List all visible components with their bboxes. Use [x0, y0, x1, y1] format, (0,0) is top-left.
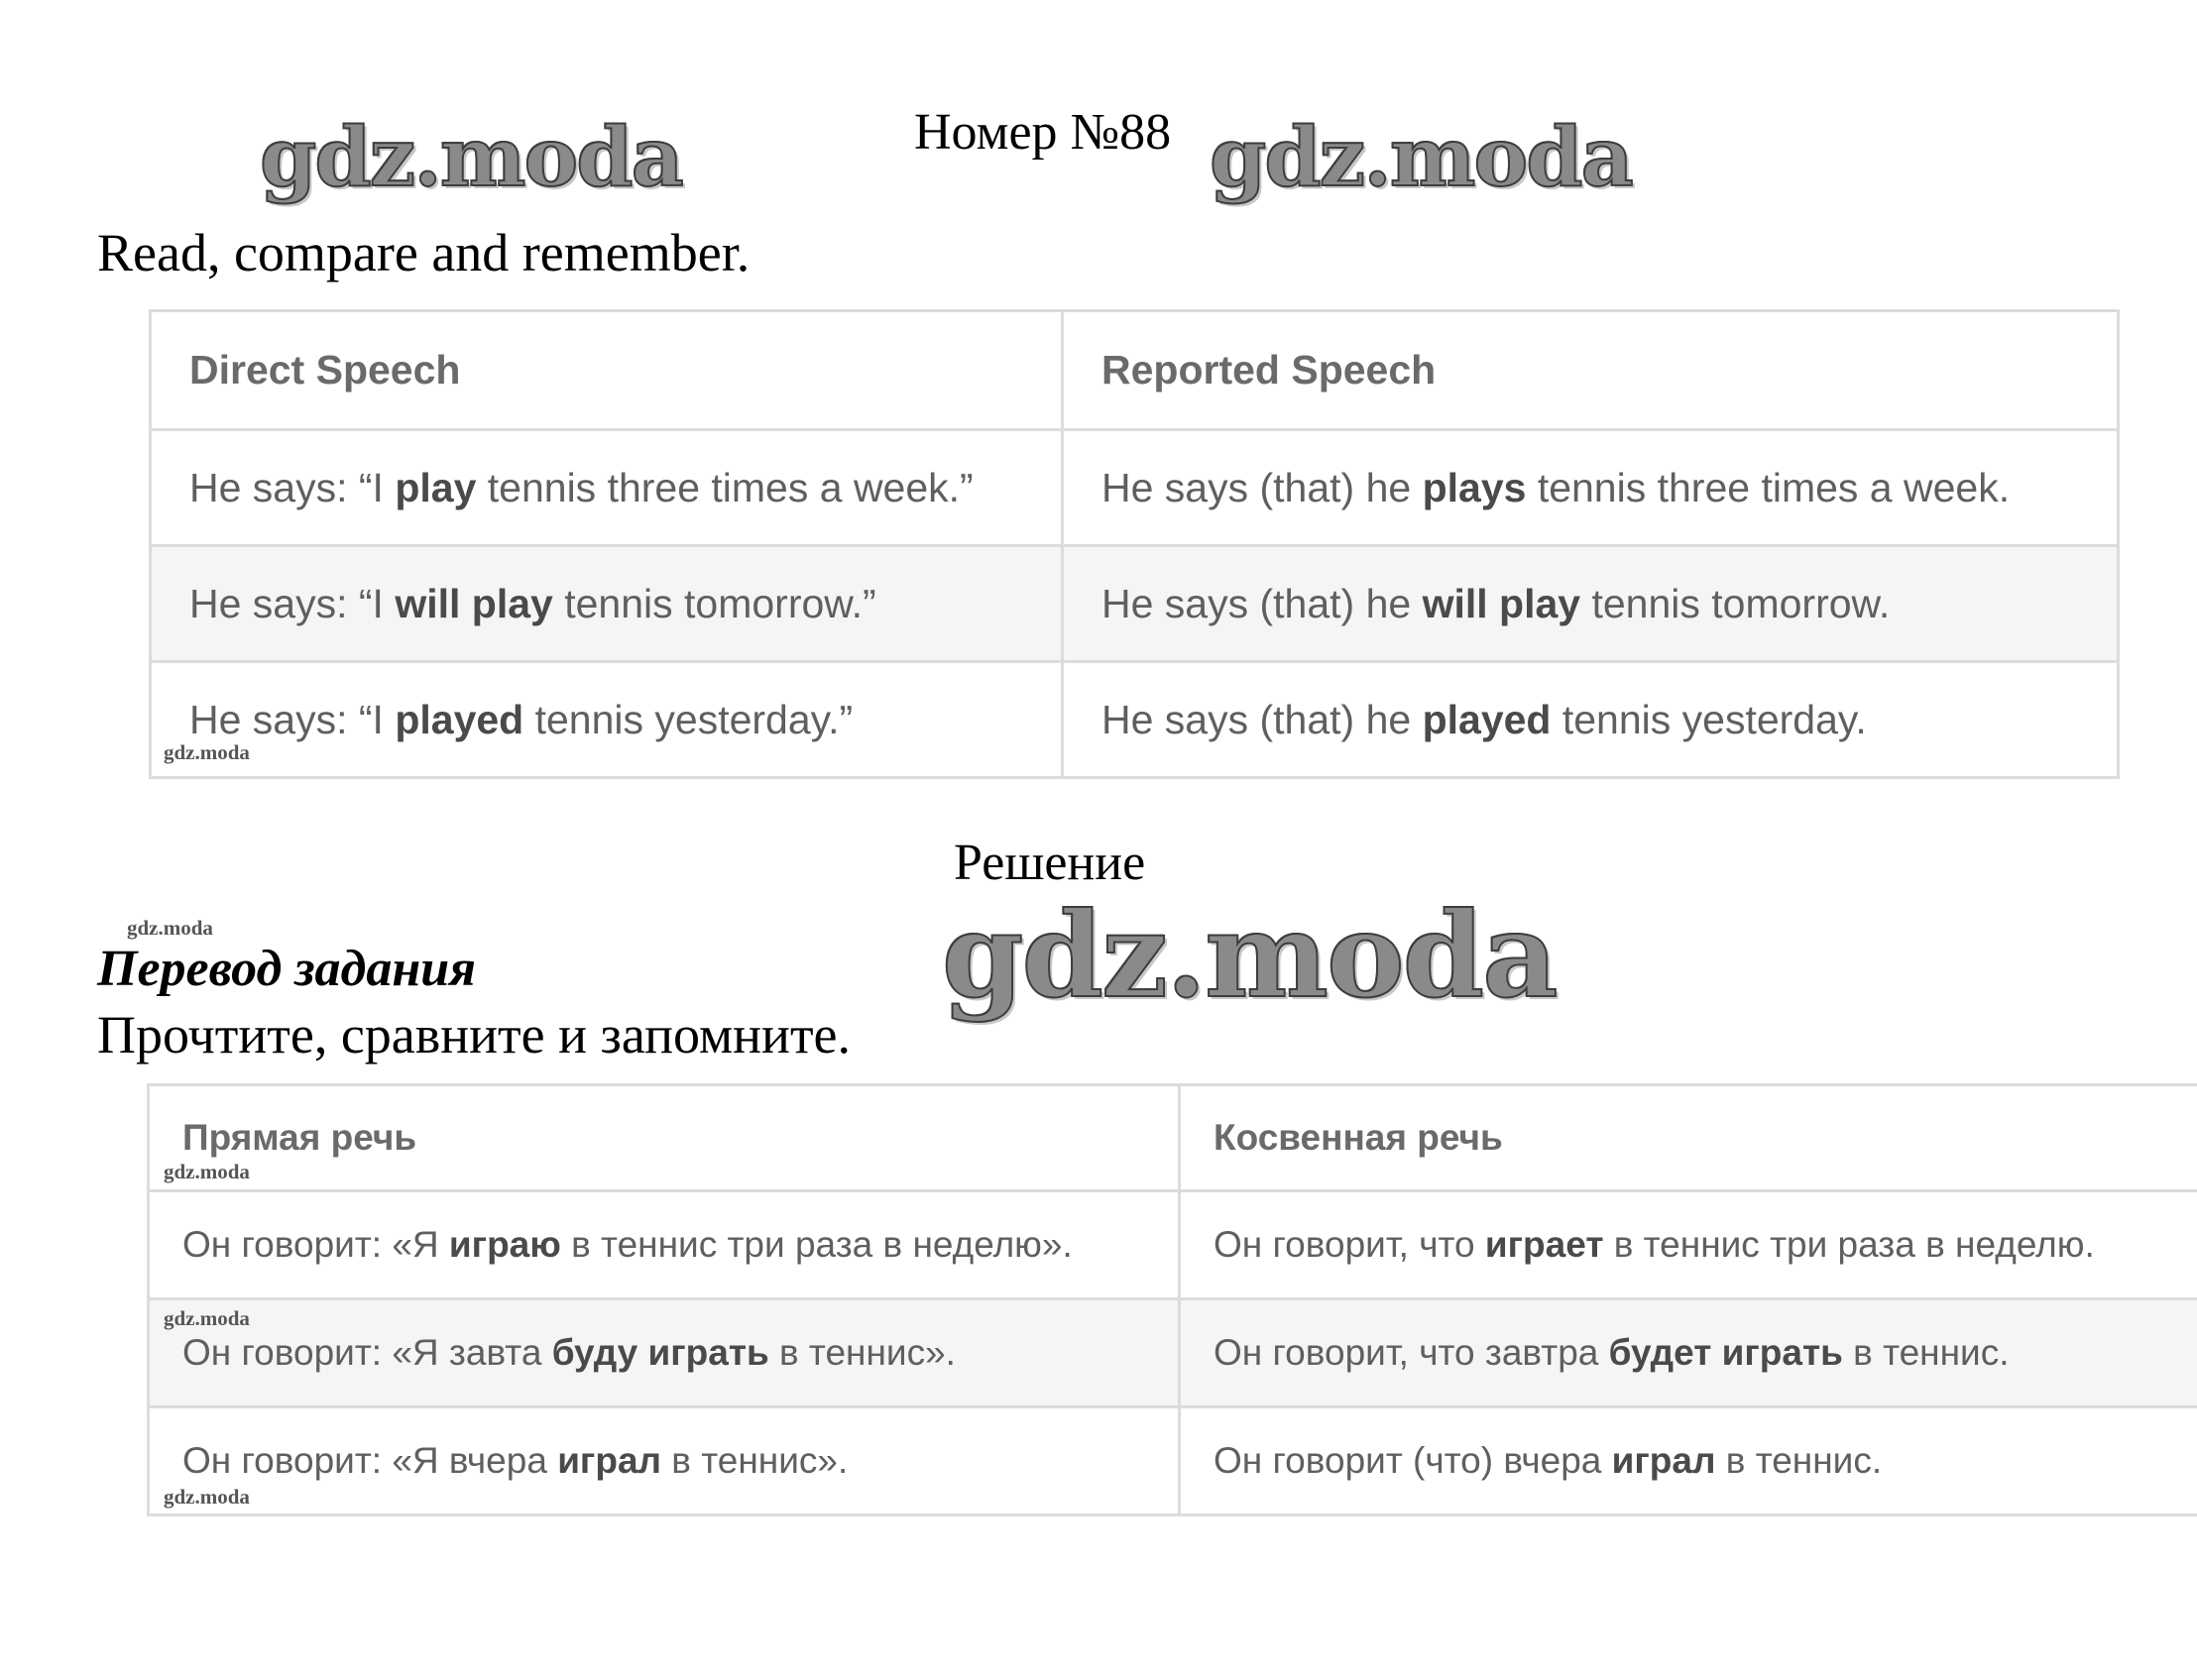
watermark-logo: gdz.moda: [260, 110, 682, 205]
header-reported-speech: Reported Speech: [1063, 311, 2119, 430]
table-row: [149, 1407, 2197, 1515]
table-row: [149, 1191, 2197, 1299]
reported-cell: He says (that) he played tennis yesterday.: [1063, 662, 2119, 778]
reported-cell: He says (that) he will play tennis tomorrow.: [1063, 546, 2119, 662]
watermark-logo: gdz.moda: [1210, 110, 1632, 205]
speech-table-russian: [147, 1083, 2197, 1516]
speech-table-english: [149, 309, 2120, 779]
exercise-number: Номер №88: [914, 104, 1172, 161]
direct-cell: He says: “I played tennis yesterday.”: [151, 662, 1063, 778]
direct-cell: Он говорит: «Я вчера играл в теннис».: [149, 1407, 1180, 1515]
table-header-row: [151, 311, 2119, 430]
table-row: [151, 546, 2119, 662]
direct-cell: Он говорит: «Я играю в теннис три раза в неделю».: [149, 1191, 1180, 1299]
table-row: [151, 662, 2119, 778]
watermark-small: gdz.moda: [127, 916, 213, 940]
direct-cell: He says: “I will play tennis tomorrow.”: [151, 546, 1063, 662]
task-instruction: Read, compare and remember.: [97, 223, 751, 282]
translation-heading: Перевод задания: [97, 941, 476, 997]
table-row: [149, 1299, 2197, 1407]
watermark-logo: gdz.moda: [942, 886, 1557, 1024]
header-reported-speech: Косвенная речь: [1180, 1085, 2197, 1191]
reported-cell: Он говорит, что играет в теннис три раза в неделю.: [1180, 1191, 2197, 1299]
translation-instruction: Прочтите, сравните и запомните.: [97, 1005, 852, 1064]
header-direct-speech: Прямая речь: [149, 1085, 1180, 1191]
solution-heading: Решение: [954, 835, 1146, 891]
watermark-small: gdz.moda: [164, 1485, 250, 1509]
direct-cell: Он говорит: «Я завта буду играть в теннис».: [149, 1299, 1180, 1407]
reported-cell: Он говорит, что завтра будет играть в теннис.: [1180, 1299, 2197, 1407]
header-direct-speech: Direct Speech: [151, 311, 1063, 430]
watermark-small: gdz.moda: [164, 740, 250, 764]
watermark-small: gdz.moda: [164, 1306, 250, 1330]
watermark-small: gdz.moda: [164, 1160, 250, 1183]
direct-cell: He says: “I play tennis three times a week.”: [151, 430, 1063, 546]
reported-cell: He says (that) he plays tennis three times a week.: [1063, 430, 2119, 546]
reported-cell: Он говорит (что) вчера играл в теннис.: [1180, 1407, 2197, 1515]
table-row: [151, 430, 2119, 546]
table-header-row: [149, 1085, 2197, 1191]
